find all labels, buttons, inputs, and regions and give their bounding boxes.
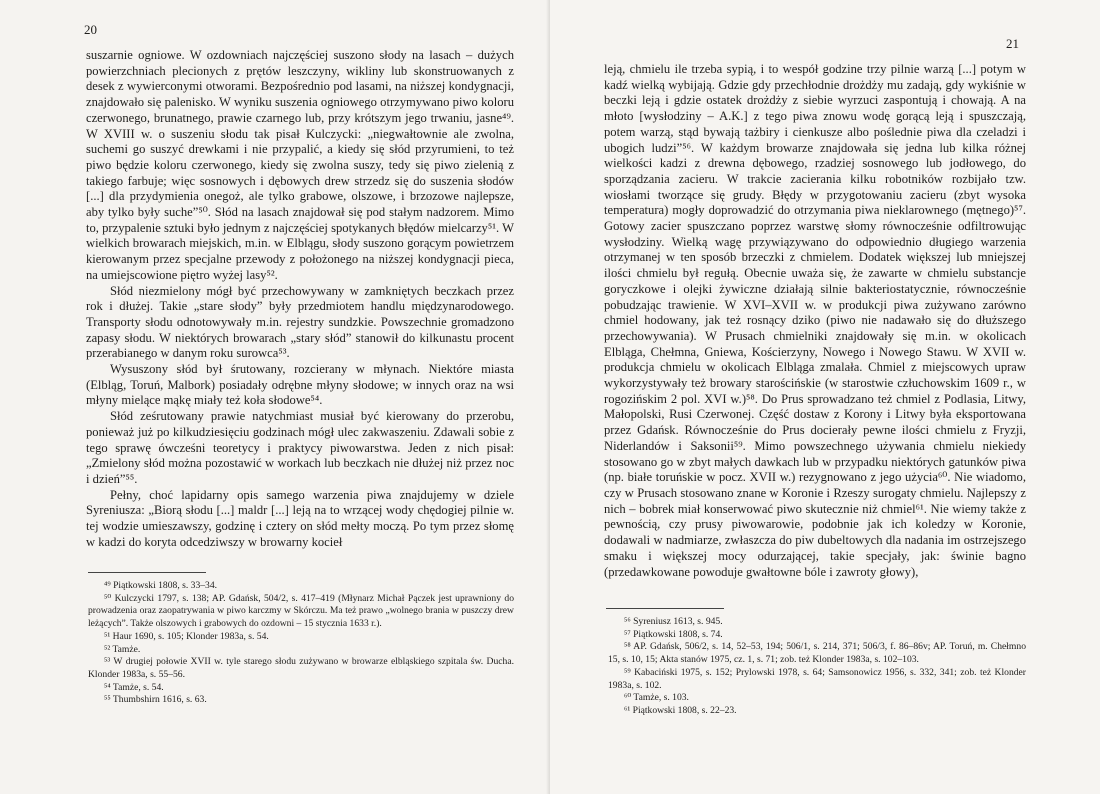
footnote: ⁵⁴ Tamże, s. 54. [104, 681, 164, 693]
paragraph: Wysuszony słód był śrutowany, rozcierany w młynach. Niektóre miasta (Elbląg, Toruń, Malbork) posiadały odrębne młyny słodowe; w innych oraz na wsi młyny mielące mąkę miały też koła słodowe⁵⁴. [86, 362, 514, 408]
right-page [550, 0, 1100, 794]
paragraph: Słód ześrutowany prawie natychmiast musiał być kierowany do przerobu, ponieważ już po kilkudziesięciu godzinach mógł ulec zakwaszeniu. Zdawali sobie z tego sprawę ówcześni teoretycy i praktycy piwowarstwa. Jeden z nich pisał: „Zmielony słód można pozostawić w workach lub beczkach nie dłużej niż przez noc i dzień”⁵⁵. [86, 409, 514, 486]
paragraph: suszarnie ogniowe. W ozdowniach najczęściej suszono słody na lasach – dużych powierzchniach plecionych z prętów leszczyny, wikliny lub skonstruowanych z desek z wywierconymi otworami. Bezpośrednio pod lasami, na niższej kondygnacji, znajdowało się palenisko. W wyniku suszenia ogniowego otrzymywano piwo koloru czerwonego, brunatnego, prawie czarnego lub, przy krótszym jego trwaniu, jasne⁴⁹. W XVIII w. o suszeniu słodu tak pisał Kulczycki: „niegwałtownie ale zwolna, suchemi go suszyć drewkami i nie przypalić, a kiedy się słód przyrumieni, to też piwo będzie koloru czerwonego, kiedy się zwolna suszy, tedy się piwo zielenią z takiego farbuje; więc sosnowych i dębowych drew strzedz się do suszenia słodów [...] dla przydymienia onegoż, ale tylko grabowe, olszowe, i brzozowe najlepsze, aby tylko były suche”⁵⁰. Słód na lasach znajdował się pod stałym nadzorem. Mimo to, przypalenie sztuki było jednym z najczęściej spotykanych błędów mielcarzy⁵¹. W wielkich browarach miejskich, m.in. w Elblągu, słody suszono gorącym powietrzem kierowanym przez specjalne przewody z położonego na niższej kondygnacji pieca, na umiejscowione piętro wyżej lasy⁵². [86, 48, 514, 282]
paragraph: Słód niezmielony mógł być przechowywany w zamkniętych beczkach przez rok i dłużej. Takie „stare słody” były przedmiotem handlu międzynarodowego. Transporty słodu odnotowywały m.in. rejestry sundzkie. Powszechnie gromadzono zapasy słodu. W niektórych browarach „stary słód” stanowił do kilkunastu procent przerabianego w danym roku surowca⁵³. [86, 283, 514, 361]
footnote: ⁶¹ Piątkowski 1808, s. 22–23. [624, 704, 737, 716]
paragraph: Pełny, choć lapidarny opis samego warzenia piwa znajdujemy w dziele Syreniusza: „Biorą słodu [...] maldr [...] leją na to wrzącej wody chędogiej pilnie w. tej wodzie umieszawszy, godzinę i cztery on słód mełty moczą. Po tym przez słomę w kadzi do koryta odcedziwszy w browarny kocieł [86, 487, 514, 549]
paragraph: leją, chmielu ile trzeba sypią, i to wespół godzine trzy pilnie warzą [...] potym w kadź wielką wybijają. Gdzie gdy przechłodnie drożdży mu zadają, gdy wykiśnie w beczki leją i gdzie ostatek drożdży z siebie wyrzuci zaspontują i chowają. A na młoto [wysłodziny – A.K.] z tego piwa znowu wodę gorącą leją i spuszczają, potem warzą, stąd bywają tażbiry i cienkusze albo pośledniе piwa dla czeladzi i ubogich ludzi”⁵⁶. W każdym browarze znajdowała się jedna lub kilka różnej wielkości kadzi z drewna dębowego, rzadziej sosnowego lub jodłowego, do sporządzania zacieru. W trakcie zacierania kilku robotników rozbijało tzw. wiosłami tworzące się grudy. Błędy w przygotowaniu zacieru (zbyt wysoka temperatura) mogły doprowadzić do otrzymania piwa nieklarownego (mętnego)⁵⁷. Gotowy zacier spuszczano poprzez warstwę słomy równocześnie odfiltrowując wysłodziny. Wielką wagę przywiązywano do odpowiednio długiego warzenia otrzymanej w ten sposób brzeczki z chmielem. Dodatek większej lub mniejszej ilości chmielu był regułą. Obecnie uważa się, że zawarte w chmielu substancje goryczkowe i olejki żywiczne działają silnie bakteriostatycznie, równocześnie pobudzając trawienie. W XVI–XVII w. w produkcji piwa zużywano zarówno chmiel hodowany, jak też rosnący dziko (piwo nie nadawało się do dłuższego przechowywania). W Prusach chmielniki znajdowały się m.in. w okolicach Elbląga, Chełmna, Gniewa, Kościerzyny, Nowego i Nowego Stawu. W XVII w. produkcja chmielu w okolicach Elbląga zmalała. Chmiel z miejscowych upraw wykorzystywały też browary starościńskie (w starostwie człuchowskim 1609 r., w rogozińskim 2 pol. XVI w.)⁵⁸. Do Prus sprowadzano też chmiel z Podlasia, Litwy, Małopolski, Rusi Czerwonej. Część dostaw z Korony i Litwy była eksportowana przez Gdańsk. Równocześnie do Prus docierały pewne ilości chmielu z Fryzji, Niderlandów i Saksonii⁵⁹. Mimo powszechnego używania chmielu niekiedy stosowano go w zbyt małych dawkach lub w przypadku niektórych gatunków piwa (np. białe toruńskie w pocz. XVII w.) rezygnowano z jego użycia⁶⁰. Nie wiadomo, czy w Prusach stosowano znane w Koronie i Rzeszy surogaty chmielu. Najlepszy z nich – bobrek miał konserwować piwo skutecznie niż chmiel⁶¹. Nie wiemy także z pewnością, czy prusy piwowarowie, podobnie jak ich koledzy w Koronie, dodawali w nadmiarze, zwłaszcza do piw dubeltowych dla nadania im ostrzejszego smaku i większej mocy odurzającej, takie specjały, jak: świnie bagno (przedawkowane powoduje gwałtowne bóle i zawroty głowy), [604, 62, 1026, 579]
footnotes [608, 616, 1026, 718]
footnote: ⁵¹ Haur 1690, s. 105; Klonder 1983a, s. 54. [104, 630, 269, 642]
footnote: ⁵⁵ Thumbshirn 1616, s. 63. [104, 694, 207, 706]
footnote: ⁵³ W drugiej połowie XVII w. tyle starego słodu zużywano w browarze elbląskiego szpitala św. Ducha. Klonder 1983a, s. 55–56. [88, 656, 514, 680]
footnote-divider [606, 608, 724, 609]
footnote: ⁵⁰ Kulczycki 1797, s. 138; AP. Gdańsk, 504/2, s. 417–419 (Młynarz Michał Pączek jest uprawniony do prowadzenia oraz zaopatrywania w piwo karczmy w Skórczu. Ma też prawo „wolnego brania w puszczy drew leżących”. Także olszowych i grabowych do ozdowni – 15 stycznia 1633 r.). [88, 592, 514, 630]
footnote: ⁵⁷ Piątkowski 1808, s. 74. [624, 628, 723, 640]
page-number: 21 [1006, 36, 1019, 51]
footnote: ⁵⁹ Kabaciński 1975, s. 152; Prylowski 1978, s. 64; Samsonowicz 1956, s. 332, 341; zob. też Klonder 1983a, s. 102. [608, 666, 1026, 691]
footnote: ⁵² Tamże. [104, 643, 141, 655]
footnote-divider [88, 572, 206, 573]
body-text [604, 62, 1026, 580]
footnote: ⁴⁹ Piątkowski 1808, s. 33–34. [104, 580, 218, 591]
body-text [86, 48, 514, 551]
footnote: ⁶⁰ Tamże, s. 103. [624, 692, 689, 704]
page-number: 20 [84, 22, 97, 37]
footnotes [88, 580, 514, 707]
footnote: ⁵⁶ Syreniusz 1613, s. 945. [624, 616, 723, 627]
footnote: ⁵⁸ AP. Gdańsk, 506/2, s. 14, 52–53, 194; 506/1, s. 214, 371; 506/3, f. 86–86v; AP. Toruń, m. Chełmno 15, s. 10, 15; Akta stanów 1975, cz. 1, s. 71; zob. też Klonder 1983a, s. 102–103. [608, 641, 1026, 666]
